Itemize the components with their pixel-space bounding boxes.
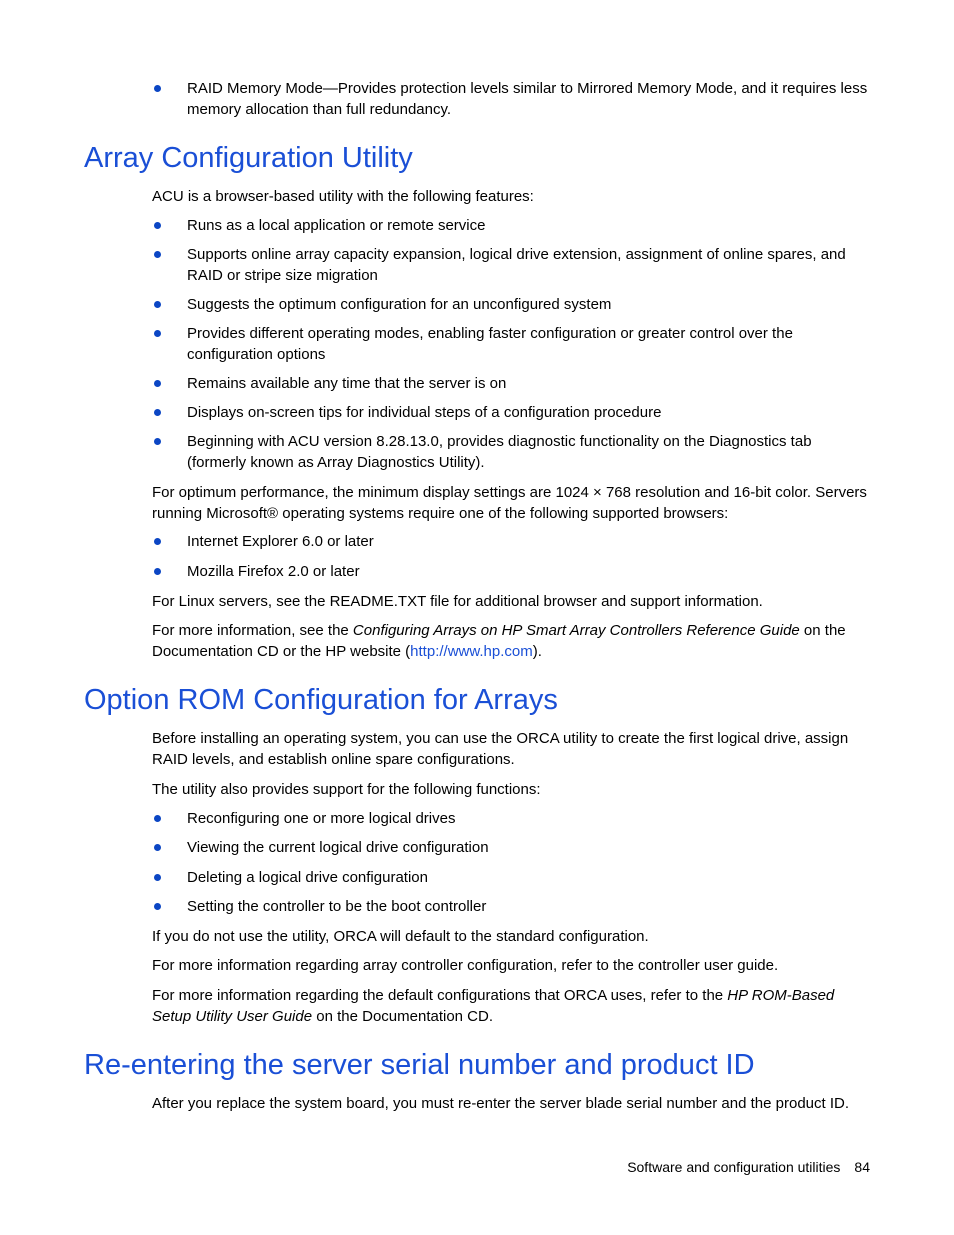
list-item-text: Remains available any time that the server is on [187,375,507,392]
list-item-text: Setting the controller to be the boot controller [187,898,487,915]
section-heading-orca: Option ROM Configuration for Arrays [84,684,558,716]
page-footer [627,1157,870,1177]
list-item [152,431,872,473]
bullet-icon [154,301,161,308]
list-item [152,215,872,236]
orca-default-paragraph: If you do not use the utility, ORCA will default to the standard configuration. [152,928,649,945]
list-item [152,867,872,888]
bullet-icon [154,330,161,337]
list-item-text: Beginning with ACU version 8.28.13.0, provides diagnostic functionality on the Diagnostics tab (formerly known as Array Diagnostics Utility). [187,433,812,471]
rbsu-paragraph [152,985,872,1027]
display-settings-paragraph: For optimum performance, the minimum display settings are 1024 × 768 resolution and 16-bit color. Servers running Microsoft® operating systems require one of the following supported browsers: [152,484,867,522]
bullet-icon [154,251,161,258]
section-heading-acu: Array Configuration Utility [84,142,413,174]
orca-intro: Before installing an operating system, you can use the ORCA utility to create the first logical drive, assign RAID levels, and establish online spare configurations. [152,730,849,768]
text-run: on the Documentation CD or the HP website ( [152,622,846,660]
text-run: For more information regarding the default configurations that ORCA uses, refer to the [152,987,728,1004]
bullet-icon [154,903,161,910]
list-item [152,244,872,286]
list-item [152,808,872,829]
list-item-text: Runs as a local application or remote service [187,217,486,234]
section-heading-serial: Re-entering the server serial number and product ID [84,1049,755,1081]
list-item [152,837,872,858]
bullet-icon [154,568,161,575]
list-item-text: RAID Memory Mode—Provides protection levels similar to Mirrored Memory Mode, and it requires less memory allocation than full redundancy. [187,80,868,118]
list-item [152,373,872,394]
more-info-paragraph [152,620,872,662]
list-item [152,294,872,315]
bullet-icon [154,844,161,851]
orca-functions-intro: The utility also provides support for the following functions: [152,781,541,798]
list-item-text: Supports online array capacity expansion, logical drive extension, assignment of online spares, and RAID or stripe size migration [187,246,846,284]
list-item-text: Viewing the current logical drive configuration [187,839,489,856]
list-item [152,402,872,423]
bullet-icon [154,380,161,387]
bullet-icon [154,409,161,416]
list-item-text: Provides different operating modes, enabling faster configuration or greater control over the configuration options [187,325,793,363]
list-item [152,323,872,365]
bullet-icon [154,85,161,92]
list-item [152,561,872,582]
page-number: 84 [854,1159,870,1175]
text-run: For more information, see the [152,622,353,639]
footer-section-title: Software and configuration utilities [627,1159,841,1175]
bullet-icon [154,538,161,545]
bullet-icon [154,815,161,822]
bullet-icon [154,438,161,445]
linux-paragraph: For Linux servers, see the README.TXT file for additional browser and support information. [152,593,763,610]
list-item [152,531,872,552]
bullet-icon [154,222,161,229]
serial-paragraph: After you replace the system board, you must re-enter the server blade serial number and the product ID. [152,1095,850,1112]
list-item-text: Suggests the optimum configuration for an unconfigured system [187,296,612,313]
bullet-icon [154,874,161,881]
controller-guide-paragraph: For more information regarding array controller configuration, refer to the controller user guide. [152,957,779,974]
list-item-text: Reconfiguring one or more logical drives [187,810,456,827]
text-run: on the Documentation CD. [312,1008,494,1025]
list-item-text: Deleting a logical drive configuration [187,869,428,886]
list-item [152,78,872,120]
acu-intro: ACU is a browser-based utility with the following features: [152,188,534,205]
guide-title: Configuring Arrays on HP Smart Array Controllers Reference Guide [352,622,800,639]
guide-title: HP ROM-Based Setup Utility User Guide [152,987,835,1025]
list-item-text: Displays on-screen tips for individual steps of a configuration procedure [187,404,662,421]
hp-website-link[interactable]: http://www.hp.com [410,643,533,660]
text-run: ). [532,643,542,660]
list-item-text: Mozilla Firefox 2.0 or later [187,563,360,580]
list-item-text: Internet Explorer 6.0 or later [187,533,374,550]
list-item [152,896,872,917]
